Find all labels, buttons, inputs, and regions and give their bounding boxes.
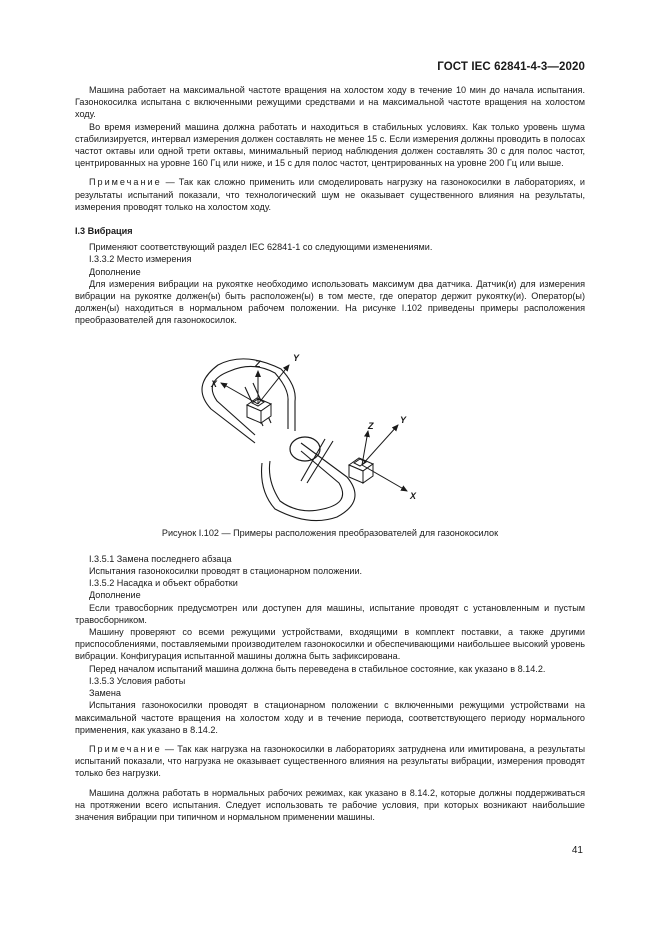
label-addition: Дополнение [89,266,141,277]
transducer-right [349,458,373,483]
handle-outline [202,359,355,521]
mower-handle-diagram [75,331,585,525]
subheading-measurement-location: I.3.3.2 Место измерения [89,254,192,265]
note-label: Примечание [89,177,162,188]
figure-caption: Рисунок I.102 — Примеры расположения преобразователей для газонокосилок [161,527,499,538]
document-code-header: ГОСТ IEC 62841-4-3—2020 [437,61,585,73]
axis-label-x-right: X [410,490,417,501]
subheading-operating-conditions: I.3.5.3 Условия работы [89,675,186,686]
label-replacement: Замена [89,688,121,699]
paragraph-sensors: Для измерения вибрации на рукоятке необходимо использовать максимум два датчика. Датчик(и) для измерения вибрации на рукоятке должен(ы) быть расположен(ы) в том месте, где оператор держит рукоятку(и). Оператор(ы) должен(ы) находиться в нормальном рабочем положении. На рисунке I.102 приведены примеры расположения преобразователей для газонокосилок. [75,278,585,326]
page-number: 41 [571,845,583,856]
axis-label-y-left: Y [293,352,300,363]
note-text: — Так как сложно применить или смоделировать нагрузку на газонокосилки в лабораториях, и результаты испытаний показали, что технологический шум не оказывает существенного влияния на результаты, измерения проводят только на холостом ходу. [75,177,585,212]
paragraph-measurement-interval: Во время измерений машина должна работать и находиться в стабильных условиях. Как только уровень шума стабилизируется, интервал измерения должен составлять не менее 15 с. Если измерения должны проводить в полосах частот октавы или одной трети октавы, минимальный период наблюдения должен составлять 30 с для полос частот, центрированных на уровне 160 Гц или ниже, и 15 с для полос частот, центрированных на уровне 200 Гц или выше. [75,121,585,169]
page-content [75,84,585,823]
axis-label-x-left: X [211,378,218,389]
section-title-vibration: I.3 Вибрация [75,226,133,237]
note-text-2: — Так как нагрузка на газонокосилки в лабораториях затруднена или имитирована, а результаты испытаний показали, что нагрузка не оказывает существенного влияния на результаты вибрации, измерения проводят только без нагрузки. [75,743,585,779]
axis-label-z-left: Z [255,358,261,369]
note-load [75,743,585,780]
paragraph-idle-run: Машина работает на максимальной частоте вращения на холостом ходу в течение 10 мин до начала испытания. Газонокосилка испытана с включенными режущими средствами и на максимальной частоте вращения на холостом ходу. [75,85,585,120]
label-addition-2: Дополнение [89,590,141,601]
subheading-replace-last-paragraph: I.3.5.1 Замена последнего абзаца [89,553,232,564]
figure-transducer-positions [75,331,585,525]
paragraph-stable-state: Перед началом испытаний машина должна быть переведена в стабильное состояние, как указано в 8.14.2. [89,663,546,674]
subheading-attachment: I.3.5.2 Насадка и объект обработки [89,578,238,589]
paragraph-operating-test: Испытания газонокосилки проводят в стационарном положении с включенными режущими устройствами на максимальной частоте вращения на холостом ходу и в течение периода, соответствующего периоду нормального применения, как указано в 8.14.2. [75,700,585,735]
note-noise [75,176,585,213]
axes-right [362,425,407,491]
note-label-2: Примечание [89,743,162,754]
paragraph-normal-operating-modes: Машина должна работать в нормальных рабочих режимах, как указано в 8.14.2, которые должны поддерживаться на протяжении всего испытания. Следует использовать те рабочие условия, при которых возникают наибольшие значения вибрации при типичном и нормальном применении машины. [75,787,585,822]
handle-hub [290,437,320,461]
paragraph-grass-catcher: Если травосборник предусмотрен или доступен для машины, испытание проводят с установленным и пустым травосборником. [75,602,585,625]
axis-label-y-right: Y [400,414,407,425]
paragraph-applied-section: Применяют соответствующий раздел IEC 62841-1 со следующими изменениями. [89,242,433,253]
axis-label-z-right: Z [368,420,374,431]
paragraph-stationary-test: Испытания газонокосилки проводят в стационарном положении. [89,566,363,577]
transducer-left [247,398,271,423]
paragraph-cutting-devices: Машину проверяют со всеми режущими устройствами, входящими в комплект поставки, а также другими приспособлениями, поставляемыми производителем газонокосилки и обеспечивающими наибольшее высокий уровень вибрации. Конфигурация испытанной машины должна быть зафиксирована. [75,627,585,662]
